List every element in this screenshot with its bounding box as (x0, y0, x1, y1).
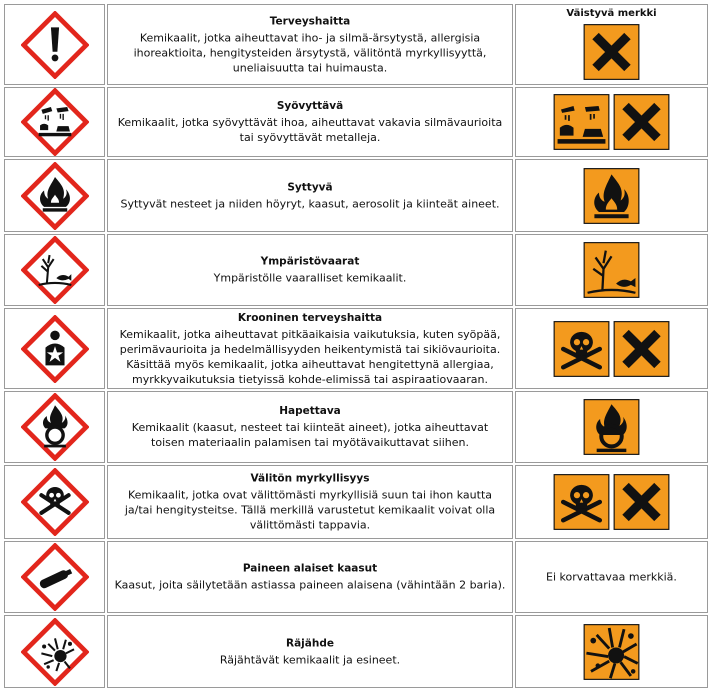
skull-old-icon (553, 474, 610, 531)
description-cell (107, 159, 513, 232)
exclamation-mark-icon (21, 11, 89, 79)
hazard-text: Syttyvät nesteet ja niiden höyryt, kaasut, aerosolit ja kiinteät aineet. (120, 197, 500, 210)
hazard-text: Kemikaalit, jotka ovat välittömästi myrkyllisiä suun tai ihon kautta ja/tai hengitysteitse. Tällä merkillä varustetut kemikaalit voivat olla välittömästi tappavia. (124, 488, 496, 532)
hazard-title: Ympäristövaarat (260, 255, 360, 268)
flame-old-icon (583, 167, 640, 224)
gas-cylinder-icon (21, 543, 89, 611)
old-symbol-cell (515, 615, 708, 688)
column-header: Väistyvä merkki (566, 8, 657, 19)
old-symbol-cell (515, 391, 708, 463)
hazard-title: Paineen alaiset kaasut (242, 562, 378, 575)
table-row (4, 541, 708, 613)
cross-harmful-icon (613, 320, 670, 377)
description-cell (107, 465, 513, 539)
no-replacement-text: Ei korvattavaa merkkiä. (546, 570, 677, 584)
skull-crossbones-icon (21, 468, 89, 536)
explosive-old-icon (583, 623, 640, 680)
exploding-bomb-icon (21, 618, 89, 686)
hazard-text: Räjähtävät kemikaalit ja esineet. (219, 653, 401, 666)
table-row (4, 465, 708, 539)
old-symbol-cell (515, 4, 708, 85)
hazard-title: Syttyvä (287, 181, 333, 193)
ghs-pictogram-cell (4, 4, 105, 85)
ghs-pictogram-cell (4, 308, 105, 389)
hazard-text: Kemikaalit, jotka aiheuttavat iho- ja silmä-ärsytystä, allergisia ihoreaktioita, hengitysteiden ärsytystä, välitöntä myrkyllisyyttä, uneliaisuutta tai huimausta. (133, 31, 487, 74)
hazard-title: Räjähde (286, 637, 334, 649)
description-cell (107, 308, 513, 389)
old-symbol-cell (515, 87, 708, 157)
old-symbol-cell (515, 465, 708, 539)
ghs-pictogram-cell (4, 159, 105, 232)
flame-over-circle-icon (21, 393, 89, 461)
corrosion-icon (21, 88, 89, 156)
description-cell (107, 4, 513, 85)
corrosive-old-icon (553, 94, 610, 151)
hazard-text: Ympäristölle vaaralliset kemikaalit. (213, 271, 407, 285)
cross-harmful-icon (583, 23, 640, 80)
table-row (4, 615, 708, 688)
ghs-pictogram-cell (4, 465, 105, 539)
table-row (4, 308, 708, 389)
table-row (4, 4, 708, 85)
environment-icon (21, 236, 89, 304)
hazard-text: Kemikaalit (kaasut, nesteet tai kiinteät aineet), jotka aiheuttavat toisen materiaalin palamisen tai myötävaikuttavat siihen. (131, 421, 489, 449)
environment-old-icon (583, 242, 640, 299)
hazard-text: Kemikaalit, jotka aiheuttavat pitkäaikaisia vaikutuksia, kuten syöpää, perimävaurioita ja hedelmällisyyden heikentymistä tai sikiövaurioita. Käsittää myös kemikaalit, jotka aiheuttavat hengitettynä allergiaa, myrkkyvaikutuksia tietyissä kohde-elimissä tai aspiraatiovaaran. (119, 327, 501, 386)
ghs-pictogram-cell (4, 615, 105, 688)
old-symbol-cell (515, 541, 708, 613)
ghs-pictogram-cell (4, 87, 105, 157)
table-row (4, 159, 708, 232)
health-hazard-icon (21, 315, 89, 383)
description-cell (107, 87, 513, 157)
oxidizer-old-icon (583, 399, 640, 456)
ghs-pictogram-cell (4, 234, 105, 306)
hazard-title: Syövyttävä (276, 100, 344, 112)
description-cell (107, 541, 513, 613)
table-row (4, 391, 708, 463)
hazard-text: Kaasut, joita säilytetään astiassa paineen alaisena (vähintään 2 baria). (114, 578, 506, 592)
ghs-pictogram-cell (4, 541, 105, 613)
description-cell (107, 234, 513, 306)
old-symbol-cell (515, 234, 708, 306)
hazard-text: Kemikaalit, jotka syövyttävät ihoa, aiheuttavat vakavia silmävaurioita tai syövyttävät metalleja. (117, 116, 503, 144)
ghs-pictogram-cell (4, 391, 105, 463)
table-row (4, 234, 708, 306)
cross-harmful-icon (613, 474, 670, 531)
table-row (4, 87, 708, 157)
skull-old-icon (553, 320, 610, 377)
cross-harmful-icon (613, 94, 670, 151)
hazard-title: Välitön myrkyllisyys (250, 472, 370, 485)
description-cell (107, 391, 513, 463)
old-symbol-cell (515, 159, 708, 232)
hazard-title: Krooninen terveyshaitta (237, 311, 383, 324)
hazard-title: Terveyshaitta (269, 15, 351, 27)
old-symbol-cell (515, 308, 708, 389)
hazard-title: Hapettava (279, 405, 341, 417)
flame-icon (21, 162, 89, 230)
description-cell (107, 615, 513, 688)
